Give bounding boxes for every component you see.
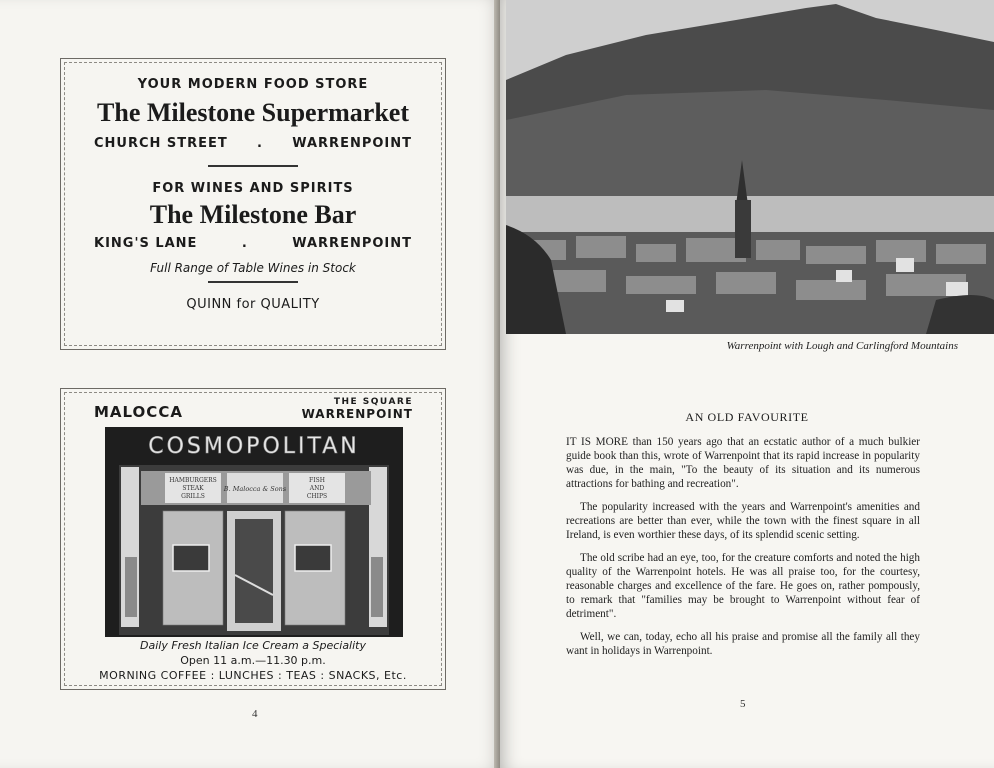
malocca-name: MALOCCA	[94, 403, 183, 421]
ice-cream-caption: Daily Fresh Italian Ice Cream a Speciality	[140, 639, 366, 652]
article-body	[566, 435, 920, 667]
bar-address	[61, 236, 445, 251]
cosmopolitan-sign: COSMOPOLITAN	[148, 434, 360, 459]
address-separator: .	[241, 236, 248, 251]
page-number-left: 4	[252, 708, 258, 720]
divider	[208, 165, 298, 167]
opening-hours: Open 11 a.m.—11.30 p.m.	[180, 654, 326, 667]
window-text: GRILLS	[181, 493, 205, 500]
milestone-advertisement	[60, 58, 446, 350]
article-paragraph: IT IS MORE than 150 years ago that an ecstatic author of a much bulkier guide book than this, wrote of Warrenpoint that its rapid increase in popularity was due, in the main, "To the beauty of its situation and its numerous attractions for bathing and recreation".	[566, 436, 920, 490]
quinn-slogan: QUINN for QUALITY	[186, 297, 320, 312]
supermarket-name: The Milestone Supermarket	[97, 98, 409, 127]
bar-street: KING'S LANE	[94, 236, 198, 251]
article-paragraph: Well, we can, today, echo all his praise and promise all the family all they want in holidays in Warrenpoint.	[566, 631, 920, 657]
bar-kicker: FOR WINES AND SPIRITS	[152, 181, 354, 196]
town-label: WARRENPOINT	[301, 407, 413, 421]
window-text: STEAK	[182, 485, 204, 492]
window-text: CHIPS	[306, 493, 328, 500]
window-text: FISH	[309, 477, 325, 484]
supermarket-street: CHURCH STREET	[94, 136, 228, 151]
photo-caption: Warrenpoint with Lough and Carlingford Mountains	[726, 340, 958, 352]
address-separator: .	[257, 136, 263, 151]
window-text: HAMBURGERS	[169, 477, 217, 484]
page-number-right: 5	[740, 698, 746, 710]
supermarket-kicker: YOUR MODERN FOOD STORE	[137, 77, 369, 92]
article-paragraph: The popularity increased with the years and Warrenpoint's amenities and recreations are better than ever, while the town with the finest square in all Ireland, is even worthier these days, of its splendid scenic setting.	[566, 501, 920, 541]
window-text: B. Malocca & Sons	[223, 485, 287, 493]
cafe-photo	[105, 427, 403, 637]
supermarket-address	[61, 136, 445, 151]
divider	[208, 281, 298, 283]
town-landscape-illustration	[506, 0, 994, 334]
menu-offerings: MORNING COFFEE : LUNCHES : TEAS : SNACKS, Etc.	[99, 669, 407, 682]
bar-town: WARRENPOINT	[292, 236, 412, 251]
malocca-advertisement	[60, 388, 446, 690]
window-text: AND	[309, 485, 325, 492]
warrenpoint-photo	[506, 0, 994, 334]
malocca-location	[302, 397, 413, 421]
square-label: THE SQUARE	[333, 397, 413, 407]
wines-note: Full Range of Table Wines in Stock	[150, 261, 356, 275]
article-heading: AN OLD FAVOURITE	[685, 410, 809, 424]
article-paragraph: The old scribe had an eye, too, for the creature comforts and noted the high quality of the Warrenpoint hotels. He was all praise too, for the courtesy, reasonable charges and excellence of the fare. He goes on, rather pompously, to remark that "families may be brought to Warrenpoint without fear of detriment".	[566, 552, 920, 620]
bar-name: The Milestone Bar	[149, 200, 357, 229]
right-page	[500, 0, 994, 768]
supermarket-town: WARRENPOINT	[292, 136, 412, 151]
cafe-storefront-illustration	[105, 427, 403, 637]
